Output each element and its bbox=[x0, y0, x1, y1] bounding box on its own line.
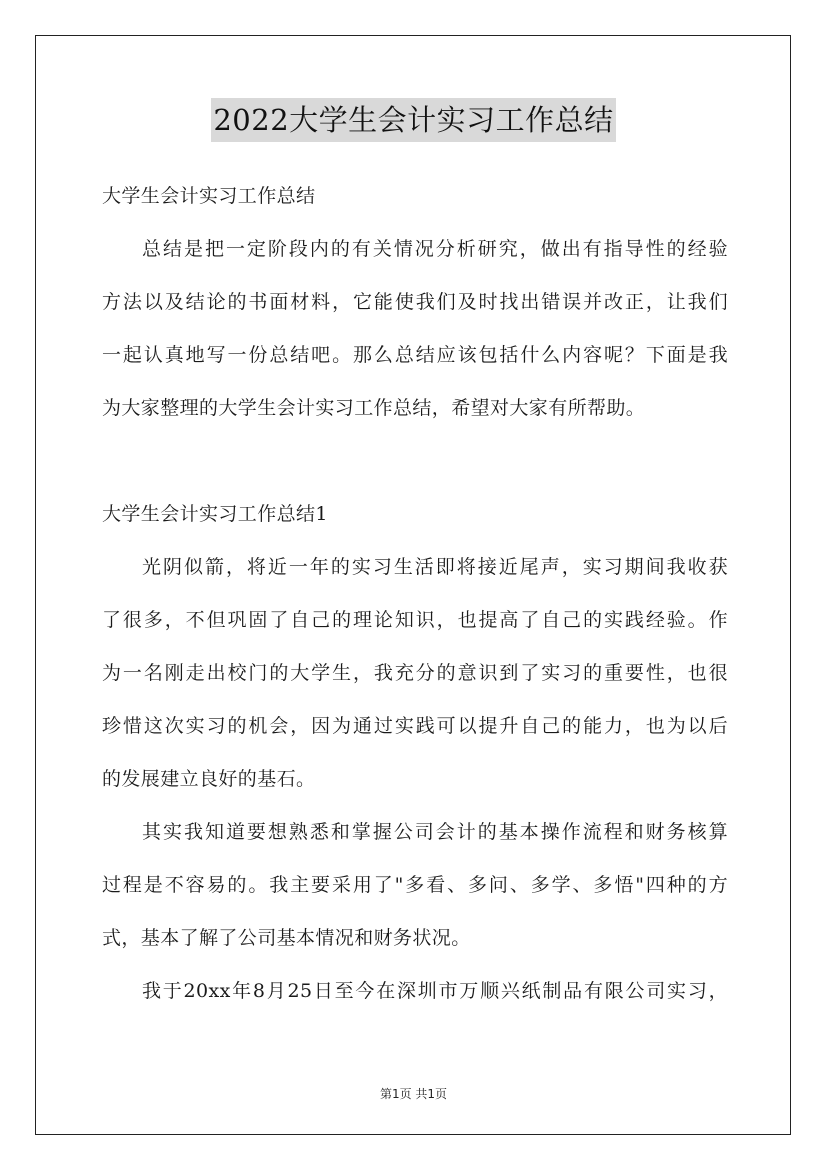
paragraph-line: 了很多，不但巩固了自己的理论知识，也提高了自己的实践经验。作 bbox=[102, 609, 728, 631]
document-body bbox=[102, 170, 728, 1018]
intro-line: 总结是把一定阶段内的有关情况分析研究，做出有指导性的经验 bbox=[142, 238, 728, 260]
document-title: 2022大学生会计实习工作总结 bbox=[211, 98, 615, 142]
intro-line: 为大家整理的大学生会计实习工作总结，希望对大家有所帮助。 bbox=[102, 397, 646, 419]
paragraph-line: 我于20xx年8月25日至今在深圳市万顺兴纸制品有限公司实习， bbox=[142, 980, 728, 1002]
spacer bbox=[102, 435, 728, 488]
paragraph-line: 的发展建立良好的基石。 bbox=[102, 768, 316, 790]
title-container bbox=[0, 98, 827, 142]
subtitle: 大学生会计实习工作总结 bbox=[102, 185, 316, 207]
page-number: 第1页 共1页 bbox=[379, 1087, 448, 1101]
section-heading: 大学生会计实习工作总结1 bbox=[102, 503, 328, 525]
intro-line: 一起认真地写一份总结吧。那么总结应该包括什么内容呢？下面是我 bbox=[102, 344, 728, 366]
paragraph-line: 式，基本了解了公司基本情况和财务状况。 bbox=[102, 927, 471, 949]
intro-line: 方法以及结论的书面材料，它能使我们及时找出错误并改正，让我们 bbox=[102, 291, 728, 313]
paragraph-line: 为一名刚走出校门的大学生，我充分的意识到了实习的重要性，也很 bbox=[102, 662, 728, 684]
paragraph-line: 珍惜这次实习的机会，因为通过实践可以提升自己的能力，也为以后 bbox=[102, 715, 728, 737]
paragraph-line: 光阴似箭，将近一年的实习生活即将接近尾声，实习期间我收获 bbox=[142, 556, 728, 578]
paragraph-line: 其实我知道要想熟悉和掌握公司会计的基本操作流程和财务核算 bbox=[142, 821, 728, 843]
paragraph-line: 过程是不容易的。我主要采用了"多看、多问、多学、多悟"四种的方 bbox=[102, 874, 728, 896]
